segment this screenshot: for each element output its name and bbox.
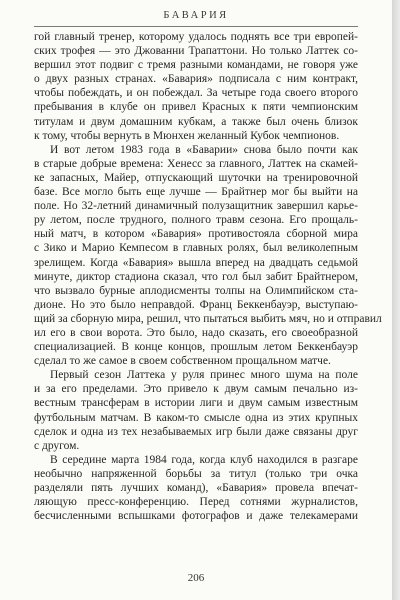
page-number: 206 xyxy=(187,572,205,584)
text-line: пребывания в клубе он привел Красных к пяти чемпионским xyxy=(34,101,358,114)
text-line: что вызвало бурные аплодисменты толпы на Олимпийском ста- xyxy=(34,284,358,297)
running-header: БАВАРИЯ xyxy=(163,10,229,21)
text-line: вершил этот подвиг с тремя разными командами, не говоря уже xyxy=(34,59,358,72)
header-rule xyxy=(34,26,358,27)
text-line: с Зико и Марио Кемпесом в главных ролях, был великолепным xyxy=(34,242,358,255)
text-line: Первый сезон Латтека у руля принес много шума на поле xyxy=(50,369,358,382)
text-line: о двух разных странах. «Бавария» подписала с ним контракт, xyxy=(34,73,358,86)
text-line: И вот летом 1983 года в «Баварии» снова было почти как xyxy=(50,143,358,156)
text-line: сделал то же самое в своем собственном прощальном матче. xyxy=(34,355,331,368)
text-line: минуте, диктор стадиона сказал, что гол был забит Брайтнером, xyxy=(34,270,358,283)
text-line: ру летом, после трудного, полного травм сезона. Его прощаль- xyxy=(34,214,358,227)
text-line: бесчисленными вспышками фотографов и даже телекамерами xyxy=(34,510,358,523)
body-text xyxy=(34,30,382,523)
text-line: зрелищем. Когда «Бавария» вышла вперед на двадцать седьмой xyxy=(34,256,358,269)
text-line: вестным трансферам в истории лиги и двум самым известным xyxy=(34,397,358,410)
text-line: щий за сборную мира, решил, что пытаться выбить мяч, но и отправил xyxy=(34,312,382,325)
text-line: ный матч, в котором «Бавария» противостояла сборной мира xyxy=(34,228,358,241)
text-line: сделок и одна из тех незабываемых игр были даже связаны друг xyxy=(34,425,358,438)
text-line: В середине марта 1984 года, когда клуб находился в разгаре xyxy=(50,453,358,466)
text-line: разделяли пять лучших команд), «Бавария» провела впечат- xyxy=(34,482,358,494)
text-line: поле. Но 32-летний динамичный полузащитник завершил карье- xyxy=(34,200,358,213)
text-line: специализацией. В конце концов, прошлым летом Беккенбауэр xyxy=(34,341,358,354)
text-line: к тому, чтобы вернуть в Мюнхен желанный Кубок чемпионов. xyxy=(34,129,340,142)
text-line: титулам и двум домашним кубкам, а также был очень близок xyxy=(34,115,358,128)
text-line: ил его в свои ворота. Это было, надо сказать, его своеобразной xyxy=(34,326,358,339)
text-line: и за его пределами. Это привело к двум самым печально из- xyxy=(34,383,358,396)
text-line: ляющую пресс-конференцию. Перед сотнями журналистов, xyxy=(34,496,358,509)
text-line: базе. Все могло быть еще лучше — Брайтнер мог бы выйти на xyxy=(34,186,358,199)
page-edge-shadow xyxy=(392,0,400,600)
text-line: гой главный тренер, которому удалось поднять все три европей- xyxy=(34,31,358,43)
text-line: с другом. xyxy=(34,439,80,452)
text-line: необычно напряженной борьбы за титул (только три очка xyxy=(34,467,358,480)
text-line: дионе. Но это было неправдой. Франц Беккенбауэр, выступаю- xyxy=(34,298,358,311)
text-line: чтобы побеждать, и он побеждал. За четыре года своего второго xyxy=(34,87,358,100)
text-line: футбольным матчам. В каком-то смысле одна из этих крупных xyxy=(34,411,358,424)
text-line: в старые добрые времена: Хенесс за главного, Латтек на скамей- xyxy=(34,157,358,170)
text-line: ских трофея — это Джованни Трапаттони. Но только Латтек со- xyxy=(34,45,358,58)
text-line: ке запасных, Майер, отпускающий шуточки на тренировочной xyxy=(34,171,358,184)
